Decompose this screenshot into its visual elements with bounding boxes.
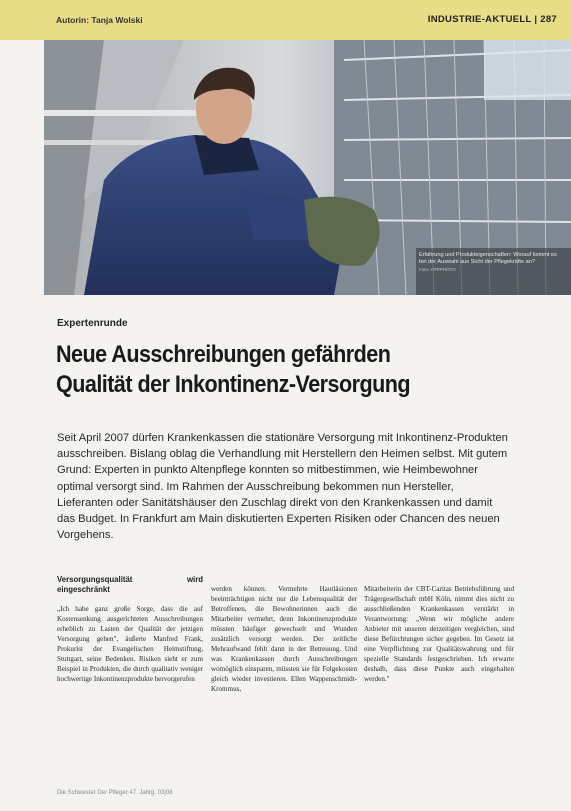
photo-caption-text: Erfahrung und Produkteigenschaften: Worauf kommt es bei der Auswahl aus Sicht der Pflegekräfte an? bbox=[419, 252, 557, 265]
article-body bbox=[57, 575, 557, 790]
page-footer: Die Schwester Der Pfleger 47. Jahrg. 03|08 bbox=[57, 790, 173, 796]
body-column-1-text: „Ich habe ganz große Sorge, dass die auf Kostensenkung ausgerichteten Ausschreibungen erheblich zu Lasten der Qualität der jetzigen Versorgung gehen", äußerte Manfred Frank, Prokurist der Evangelischen Heimstiftung, Stuttgart, seine Bedenken. Risiken sieht er zum Beispiel in Produkten, die durch qualitativ weniger hochwertige Inkontinenzprodukte hervorgerufen bbox=[57, 605, 203, 683]
photo-caption bbox=[419, 252, 557, 273]
author-line: Autorin: Tanja Wolski bbox=[56, 15, 143, 25]
article-lead: Seit April 2007 dürfen Krankenkassen die stationäre Versorgung mit Inkontinenz-Produkten ausschreiben. Bislang oblag die Verhandlung mit Herstellern den Heimen selbst. Mit gutem Grund: Experten in punkto Altenpflege konnten so mitbestimmen, wie Heimbewohner optimal versorgt sind. Im Rahmen der Ausschreibung bekommen nun Hersteller, Lieferanten oder Sanitätshäuser den Zuschlag direkt von den Krankenkassen und damit das Budget. In Frankfurt am Main diskutierten Experten Risiken oder Chancen des neuen Vorgehens. bbox=[57, 432, 508, 542]
article-headline bbox=[56, 340, 470, 400]
headline-line-1: Neue Ausschreibungen gefährden bbox=[56, 341, 391, 368]
article-kicker: Expertenrunde bbox=[57, 318, 128, 329]
body-column-1 bbox=[57, 575, 203, 684]
body-column-2: werden können. Vermehrte Hautläsionen beeinträchtigen nicht nur die Lebensqualität der Betroffenen, die Bewohnerinnen auch die Mitarbeiter vermehrt, denn Inkontinenzprodukte müssten häufiger gewechselt und Wunden zusätzlich versorgt werden. Der zeitliche Mehraufwand fehlt dann in der Betreuung. Und was Krankenkassen durch Ausschreibungen womöglich einsparen, müssten sie für Folgekosten gleich wieder investieren. Ellen Wappenschmidt-Krommus, bbox=[211, 585, 357, 693]
body-column-3: Mitarbeiterin der CBT-Caritas Betriebsführung und Trägergesellschaft mbH Köln, nimmt dies nicht zu ausschließenden Krankenkassen verstärkt in Verantwortung: „Wenn wir mögliche andere Anbieter mit unseren derzeitigen vergleichen, sind diese Befürchtungen sicher gegeben. Im Gesetz ist eine Verpflichtung zur Qualitätswahrung und für spezielle Standards festgeschrieben. Ich erwarte deshalb, dass diese Punkte auch eingehalten werden." bbox=[364, 585, 514, 683]
body-subhead: Versorgungsqualität wird eingeschränkt bbox=[57, 575, 203, 594]
photo-credit: Foto: HTRPHOTO bbox=[419, 267, 456, 272]
headline-line-2: Qualität der Inkontinenz-Versorgung bbox=[56, 371, 411, 398]
page-header-bar bbox=[0, 0, 571, 40]
section-label: INDUSTRIE-AKTUELL | 287 bbox=[427, 14, 557, 25]
